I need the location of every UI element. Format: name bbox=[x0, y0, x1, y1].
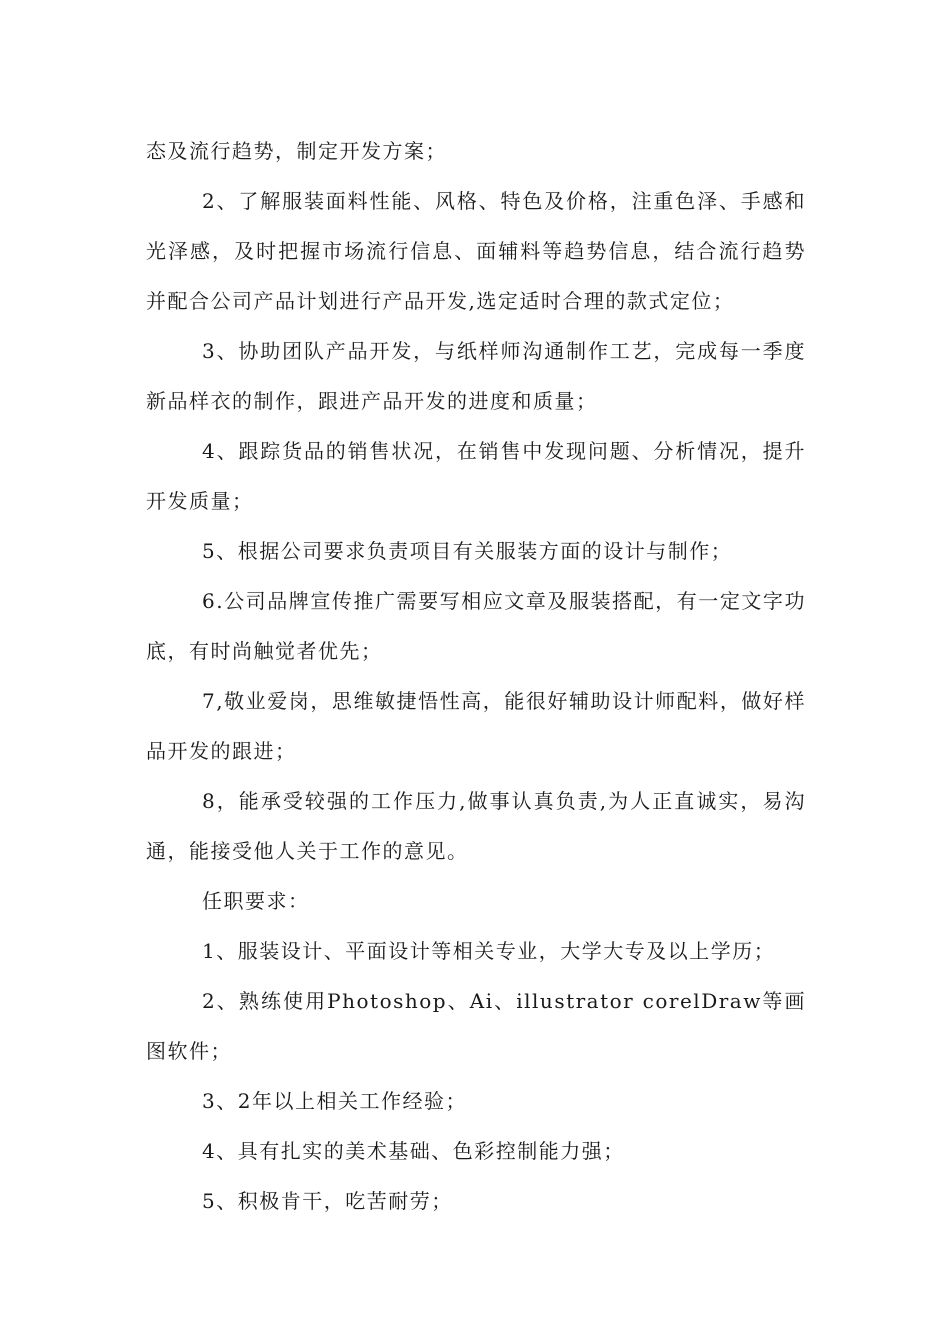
paragraph-3: 3、协助团队产品开发，与纸样师沟通制作工艺，完成每一季度新品样衣的制作，跟进产品开发的进度和质量； bbox=[146, 339, 806, 413]
requirement-5: 5、积极肯干，吃苦耐劳； bbox=[202, 1189, 453, 1213]
paragraph-7: 7,敬业爱岗，思维敏捷悟性高，能很好辅助设计师配料，做好样品开发的跟进； bbox=[146, 689, 806, 763]
paragraph-4: 4、跟踪货品的销售状况，在销售中发现问题、分析情况，提升开发质量； bbox=[146, 439, 806, 513]
requirement-2: 2、熟练使用Photoshop、Ai、illustrator corelDraw等画图软件； bbox=[146, 989, 806, 1063]
paragraph-1: 态及流行趋势，制定开发方案； bbox=[146, 139, 447, 163]
paragraph-8: 8，能承受较强的工作压力,做事认真负责,为人正直诚实，易沟通，能接受他人关于工作的意见。 bbox=[146, 789, 806, 863]
paragraph-6: 6.公司品牌宣传推广需要写相应文章及服装搭配，有一定文字功底，有时尚触觉者优先； bbox=[146, 589, 806, 663]
document-body bbox=[146, 126, 806, 1226]
paragraph-2: 2、了解服装面料性能、风格、特色及价格，注重色泽、手感和光泽感，及时把握市场流行信息、面辅料等趋势信息，结合流行趋势并配合公司产品计划进行产品开发,选定适时合理的款式定位； bbox=[146, 189, 806, 313]
requirement-3: 3、2年以上相关工作经验； bbox=[202, 1089, 467, 1113]
requirements-heading: 任职要求： bbox=[202, 889, 310, 913]
paragraph-5: 5、根据公司要求负责项目有关服装方面的设计与制作； bbox=[202, 539, 733, 563]
requirement-1: 1、服装设计、平面设计等相关专业，大学大专及以上学历； bbox=[202, 939, 776, 963]
requirement-4: 4、具有扎实的美术基础、色彩控制能力强； bbox=[202, 1139, 625, 1163]
